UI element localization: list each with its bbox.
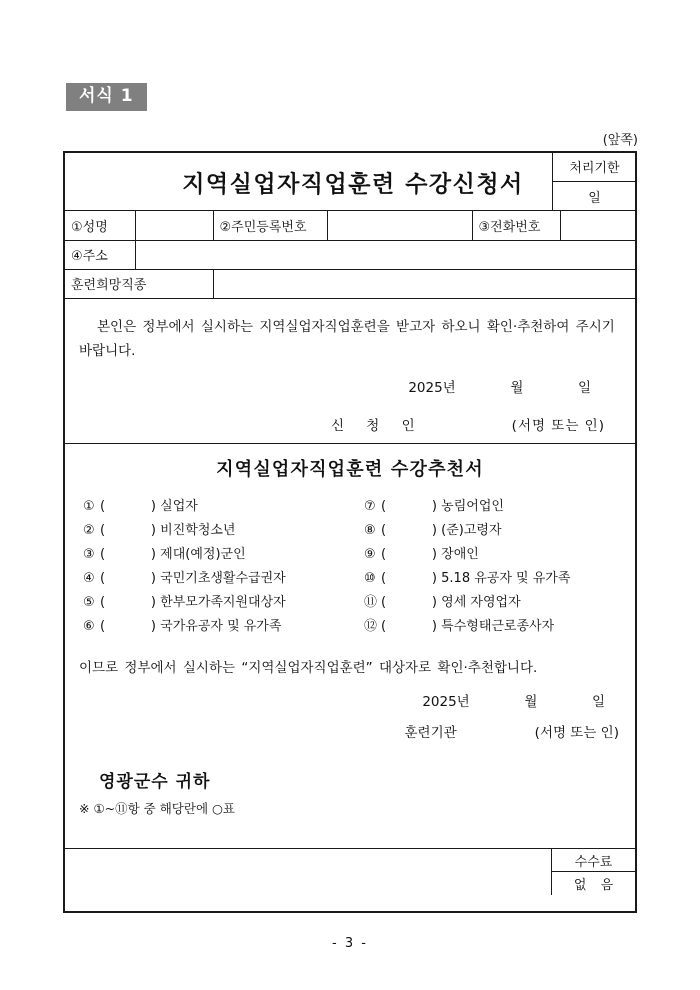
checklist-column-right — [350, 494, 635, 638]
applicant-signer-label: 신 청 인 — [330, 418, 424, 435]
paren-open: ( — [381, 618, 387, 634]
paren-open: ( — [381, 498, 387, 514]
checklist-item-2-number: ② — [83, 522, 95, 538]
checklist-item-1-number: ① — [83, 498, 95, 514]
paren-open: ( — [100, 618, 106, 634]
checklist-item-6-label: 국가유공자 및 유가족 — [160, 618, 282, 634]
instruction-note: ※ ①~⑪항 중 해당란에 ○표 — [79, 801, 235, 817]
checklist-item-1-label: 실업자 — [160, 498, 198, 514]
paren-open: ( — [381, 594, 387, 610]
checklist-item-9-checkbox[interactable] — [381, 548, 437, 561]
paren-close: ) — [150, 522, 156, 538]
checklist-item-6-number: ⑥ — [83, 618, 95, 634]
page-number: - 3 - — [332, 936, 368, 951]
paren-close: ) — [431, 594, 437, 610]
phone-label: ③전화번호 — [472, 211, 560, 240]
checklist-item-7-number: ⑦ — [364, 498, 376, 514]
paren-close: ) — [150, 546, 156, 562]
name-label: ①성명 — [65, 211, 135, 240]
checklist-item-7[interactable] — [364, 494, 635, 518]
application-statement-text: 본인은 정부에서 실시하는 지역실업자직업훈련을 받고자 하오니 확인·추천하여 주시기 바랍니다. — [79, 318, 615, 360]
checklist-item-5-label: 한부모가족지원대상자 — [160, 594, 286, 610]
paren-open: ( — [100, 570, 106, 586]
page-side-marker: (앞쪽) — [602, 133, 638, 148]
paren-close: ) — [150, 594, 156, 610]
recommendation-date-line — [65, 690, 635, 710]
checklist-item-5-checkbox[interactable] — [100, 596, 156, 609]
recommendation-closing-text: 이므로 정부에서 실시하는 “지역실업자직업훈련” 대상자로 확인·추천합니다. — [79, 660, 538, 677]
checklist-item-2[interactable] — [83, 518, 350, 542]
checklist-item-4[interactable] — [83, 566, 350, 590]
checklist-item-7-label: 농림어업인 — [441, 498, 504, 514]
checklist-item-5[interactable] — [83, 590, 350, 614]
checklist-item-11[interactable] — [364, 590, 635, 614]
checklist-item-12-label: 특수형태근로종사자 — [441, 618, 555, 634]
paren-close: ) — [150, 570, 156, 586]
checklist-item-8-label: (준)고령자 — [441, 522, 502, 538]
table-row-name — [65, 211, 635, 240]
application-year: 2025년 — [408, 380, 456, 397]
rrn-field[interactable] — [327, 211, 472, 240]
address-field[interactable] — [135, 240, 635, 269]
checklist-item-9-number: ⑨ — [364, 546, 376, 562]
paren-close: ) — [431, 570, 437, 586]
application-date-line — [79, 376, 621, 401]
application-month: 월 — [510, 380, 524, 397]
paren-open: ( — [381, 546, 387, 562]
paren-close: ) — [431, 618, 437, 634]
training-org-signature-line — [65, 721, 635, 741]
checklist-item-4-number: ④ — [83, 570, 95, 586]
table-row-address — [65, 240, 635, 269]
paren-open: ( — [381, 570, 387, 586]
fee-row — [65, 848, 635, 911]
checklist-item-9[interactable] — [364, 542, 635, 566]
checklist-item-1-checkbox[interactable] — [100, 500, 156, 513]
checklist-item-3[interactable] — [83, 542, 350, 566]
training-org-label: 훈련기관 — [404, 725, 457, 742]
checklist-item-11-checkbox[interactable] — [381, 596, 437, 609]
document-frame — [63, 151, 637, 913]
checklist-item-12[interactable] — [364, 614, 635, 638]
checklist-item-2-label: 비진학청소년 — [160, 522, 236, 538]
checklist-item-4-label: 국민기초생활수급권자 — [160, 570, 286, 586]
checklist-item-9-label: 장애인 — [441, 546, 479, 562]
page-title: 지역실업자직업훈련 수강신청서 — [182, 171, 524, 197]
recommendation-year: 2025년 — [422, 694, 470, 711]
paren-close: ) — [150, 498, 156, 514]
recommendation-day: 일 — [591, 694, 605, 711]
checklist-item-3-checkbox[interactable] — [100, 548, 156, 561]
title-band — [65, 153, 635, 211]
checklist-item-12-checkbox[interactable] — [381, 620, 437, 633]
desired-job-field[interactable] — [213, 269, 635, 298]
desired-job-label: 훈련희망직종 — [65, 269, 213, 298]
fee-value: 없 음 — [573, 878, 619, 893]
checklist-item-8-number: ⑧ — [364, 522, 376, 538]
paren-open: ( — [381, 522, 387, 538]
checklist-item-6-checkbox[interactable] — [100, 620, 156, 633]
paren-close: ) — [431, 498, 437, 514]
name-field[interactable] — [135, 211, 213, 240]
processing-deadline-label: 처리기한 — [553, 152, 636, 182]
paren-open: ( — [100, 594, 106, 610]
checklist-item-10-checkbox[interactable] — [381, 572, 437, 585]
checklist-item-10-number: ⑩ — [364, 570, 376, 586]
paren-open: ( — [100, 522, 106, 538]
checklist-item-4-checkbox[interactable] — [100, 572, 156, 585]
fee-box — [551, 849, 635, 895]
application-day: 일 — [577, 380, 591, 397]
checklist-item-3-label: 제대(예정)군인 — [160, 546, 246, 562]
form-number-tag: 서식 1 — [66, 83, 147, 111]
phone-field[interactable] — [560, 211, 635, 240]
application-signature-line — [79, 414, 621, 439]
checklist-item-6[interactable] — [83, 614, 350, 638]
applicant-signature-note: (서명 또는 인) — [511, 418, 605, 435]
checklist-item-8-checkbox[interactable] — [381, 524, 437, 537]
checklist-column-left — [65, 494, 350, 638]
applicant-info-table — [65, 211, 635, 299]
paren-close: ) — [431, 522, 437, 538]
checklist-item-11-number: ⑪ — [364, 594, 378, 610]
rrn-label: ②주민등록번호 — [213, 211, 327, 240]
checklist-item-8[interactable] — [364, 518, 635, 542]
table-row-desired-job — [65, 269, 635, 298]
recommendation-month: 월 — [524, 694, 538, 711]
application-statement-block — [65, 299, 635, 444]
checklist-item-2-checkbox[interactable] — [100, 524, 156, 537]
recipient-line: 영광군수 귀하 — [99, 772, 211, 793]
checklist-item-5-number: ⑤ — [83, 594, 95, 610]
paren-close: ) — [150, 618, 156, 634]
checklist-item-12-number: ⑫ — [364, 618, 378, 634]
processing-deadline-value: 일 — [588, 190, 601, 206]
checklist-item-3-number: ③ — [83, 546, 95, 562]
checklist-item-10-label: 5.18 유공자 및 유가족 — [441, 570, 571, 586]
paren-close: ) — [431, 546, 437, 562]
paren-open: ( — [100, 546, 106, 562]
training-org-signature-note: (서명 또는 인) — [534, 725, 619, 742]
checklist-item-7-checkbox[interactable] — [381, 500, 437, 513]
address-label: ④주소 — [65, 240, 135, 269]
processing-deadline-box — [552, 152, 636, 211]
fee-label: 수수료 — [552, 849, 635, 872]
checklist-item-11-label: 영세 자영업자 — [441, 594, 521, 610]
application-date-signature — [79, 376, 621, 439]
recommendation-title: 지역실업자직업훈련 수강추천서 — [216, 459, 484, 481]
eligibility-checklist — [65, 489, 635, 642]
paren-open: ( — [100, 498, 106, 514]
checklist-item-1[interactable] — [83, 494, 350, 518]
checklist-item-10[interactable] — [364, 566, 635, 590]
